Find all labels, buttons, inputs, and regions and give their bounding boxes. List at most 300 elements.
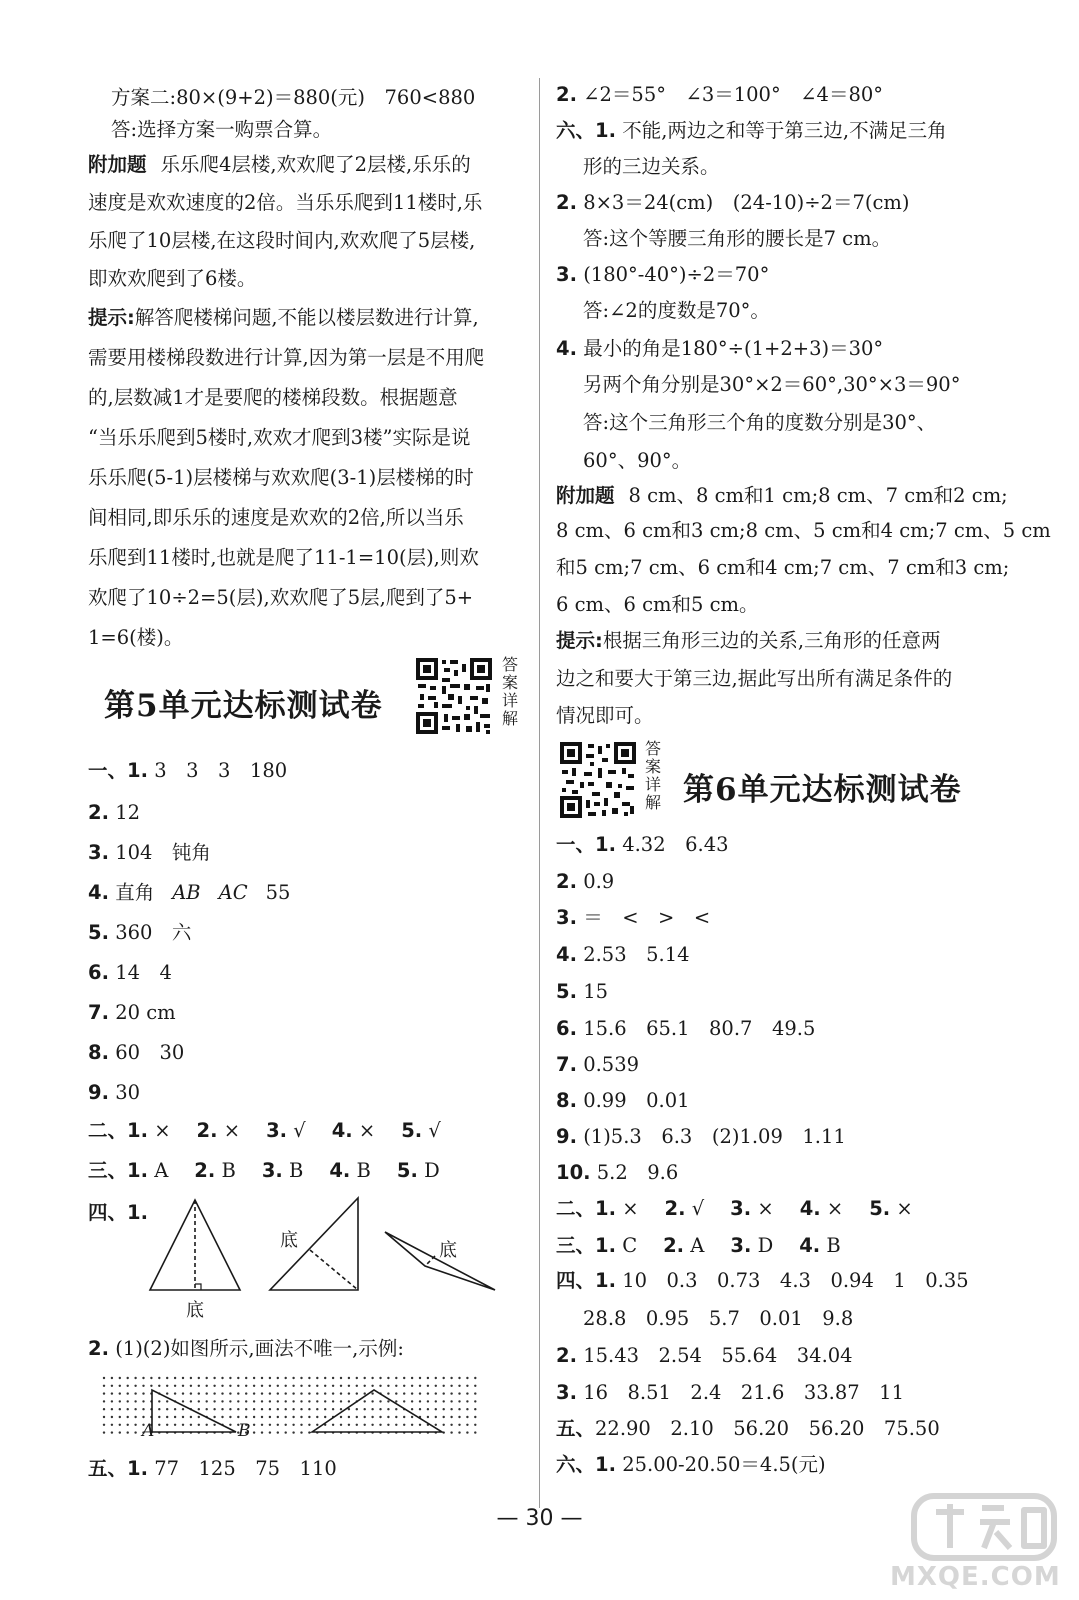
grid-dot xyxy=(229,1392,231,1394)
grid-dot xyxy=(245,1377,247,1379)
base-label-2: 底 xyxy=(280,1230,298,1251)
r-part6-q4-d: 60°、90°。 xyxy=(583,449,692,472)
grid-dot xyxy=(237,1377,239,1379)
u6-q1-10: 10. 5.2 9.6 xyxy=(556,1161,679,1184)
grid-dot xyxy=(443,1385,445,1387)
base-label-1: 底 xyxy=(186,1300,204,1321)
u5-q1-9: 9. 30 xyxy=(88,1081,141,1104)
r-bonus-line-2: 8 cm、6 cm和3 cm;8 cm、5 cm和4 cm;7 cm、5 cm xyxy=(556,519,1051,542)
grid-dot xyxy=(253,1416,255,1418)
grid-dot xyxy=(403,1400,405,1402)
grid-dot xyxy=(134,1416,136,1418)
grid-dot xyxy=(119,1385,121,1387)
grid-dot xyxy=(245,1392,247,1394)
page-number: — 30 — xyxy=(496,1506,583,1531)
u6-q1-5: 5. 15 xyxy=(556,980,609,1003)
grid-dot xyxy=(237,1392,239,1394)
grid-dot xyxy=(134,1385,136,1387)
grid-dot xyxy=(103,1385,105,1387)
grid-dot xyxy=(364,1385,366,1387)
grid-dot xyxy=(324,1408,326,1410)
grid-dot xyxy=(458,1400,460,1402)
u5-q1-1: 一、1. 3 3 3 180 xyxy=(88,759,288,782)
grid-dot xyxy=(466,1385,468,1387)
grid-dot xyxy=(269,1416,271,1418)
u6-part6-q1: 六、1. 25.00-20.50＝4.5(元) xyxy=(556,1453,826,1476)
grid-dot xyxy=(206,1408,208,1410)
hint-line-1: 提示:解答爬楼梯问题,不能以楼层数进行计算, xyxy=(88,306,479,329)
grid-dot xyxy=(253,1377,255,1379)
grid-dot xyxy=(158,1408,160,1410)
grid-dot xyxy=(450,1385,452,1387)
grid-dot xyxy=(387,1408,389,1410)
grid-dot xyxy=(371,1385,373,1387)
grid-dot xyxy=(340,1385,342,1387)
grid-dot xyxy=(229,1385,231,1387)
grid-dot xyxy=(435,1377,437,1379)
grid-dot xyxy=(387,1416,389,1418)
grid-dot xyxy=(261,1416,263,1418)
grid-dot xyxy=(277,1385,279,1387)
grid-dot xyxy=(356,1416,358,1418)
grid-dot xyxy=(308,1400,310,1402)
dot-grid-figure xyxy=(102,1376,482,1436)
u5-part2-judgement: 二、1. × 2. × 3. √ 4. × 5. √ xyxy=(88,1119,441,1142)
grid-dot xyxy=(142,1408,144,1410)
grid-dot xyxy=(308,1377,310,1379)
grid-dot xyxy=(190,1424,192,1426)
grid-dot xyxy=(245,1400,247,1402)
hint-line-2: 需要用楼梯段数进行计算,因为第一层是不用爬 xyxy=(88,346,485,369)
grid-dot xyxy=(443,1377,445,1379)
grid-dot xyxy=(261,1431,263,1433)
grid-dot xyxy=(111,1377,113,1379)
grid-dot xyxy=(150,1385,152,1387)
grid-dot xyxy=(348,1377,350,1379)
grid-dot xyxy=(213,1400,215,1402)
grid-dot xyxy=(300,1385,302,1387)
grid-dot xyxy=(371,1416,373,1418)
grid-dot xyxy=(206,1400,208,1402)
hint-line-7: 乐爬到11楼时,也就是爬了11-1=10(层),则欢 xyxy=(88,546,479,569)
grid-dot xyxy=(379,1385,381,1387)
grid-dot xyxy=(435,1416,437,1418)
grid-dot xyxy=(458,1385,460,1387)
r-angle-line: 2. ∠2＝55° ∠3＝100° ∠4＝80° xyxy=(556,83,884,106)
grid-dot xyxy=(395,1392,397,1394)
grid-dot xyxy=(190,1400,192,1402)
grid-dot xyxy=(134,1424,136,1426)
grid-dot xyxy=(127,1377,129,1379)
grid-dot xyxy=(285,1416,287,1418)
grid-dot xyxy=(450,1408,452,1410)
grid-dot xyxy=(285,1392,287,1394)
grid-dot xyxy=(387,1385,389,1387)
unit5-qr-code[interactable] xyxy=(414,656,494,736)
r-bonus-line-1: 附加题 8 cm、8 cm和1 cm;8 cm、7 cm和2 cm; xyxy=(556,484,1008,507)
grid-dot xyxy=(324,1377,326,1379)
r-hint-tag: 提示: xyxy=(556,629,603,652)
grid-dot xyxy=(103,1377,105,1379)
plan-two-line: 方案二:80×(9+2)＝880(元) 760<880 xyxy=(111,86,476,109)
grid-dot xyxy=(332,1392,334,1394)
grid-dot xyxy=(308,1408,310,1410)
grid-dot xyxy=(411,1416,413,1418)
grid-dot xyxy=(300,1424,302,1426)
grid-dot xyxy=(150,1377,152,1379)
bonus-line-3: 乐爬了10层楼,在这段时间内,欢欢爬了5层楼, xyxy=(88,229,476,252)
grid-dot xyxy=(340,1400,342,1402)
grid-dot xyxy=(371,1392,373,1394)
grid-dot xyxy=(316,1424,318,1426)
grid-dot xyxy=(458,1424,460,1426)
grid-dot xyxy=(253,1400,255,1402)
grid-dot xyxy=(371,1424,373,1426)
grid-dot xyxy=(261,1408,263,1410)
r-part6-q4-b: 另两个角分别是30°×2＝60°,30°×3＝90° xyxy=(583,373,961,396)
grid-dot xyxy=(174,1408,176,1410)
grid-point-a: A xyxy=(142,1421,155,1441)
grid-dot xyxy=(174,1385,176,1387)
grid-dot xyxy=(277,1392,279,1394)
grid-dot xyxy=(221,1385,223,1387)
grid-dot xyxy=(332,1377,334,1379)
grid-dot xyxy=(261,1400,263,1402)
grid-dot xyxy=(198,1400,200,1402)
grid-dot xyxy=(166,1392,168,1394)
hint-line-5: 乐乐爬(5-1)层楼梯与欢欢爬(3-1)层楼梯的时 xyxy=(88,466,474,489)
grid-dot xyxy=(356,1408,358,1410)
grid-dot xyxy=(395,1416,397,1418)
grid-dot xyxy=(458,1392,460,1394)
grid-dot xyxy=(285,1408,287,1410)
grid-dot xyxy=(166,1385,168,1387)
grid-dot xyxy=(198,1424,200,1426)
grid-dot xyxy=(332,1408,334,1410)
grid-dot xyxy=(395,1408,397,1410)
grid-dot xyxy=(371,1377,373,1379)
grid-dot xyxy=(316,1392,318,1394)
grid-dot xyxy=(403,1385,405,1387)
grid-dot xyxy=(419,1408,421,1410)
grid-dot xyxy=(127,1385,129,1387)
bonus-line-2: 速度是欢欢速度的2倍。当乐乐爬到11楼时,乐 xyxy=(88,191,483,214)
grid-dot xyxy=(127,1400,129,1402)
grid-dot xyxy=(379,1377,381,1379)
grid-dot xyxy=(111,1416,113,1418)
grid-dot xyxy=(111,1392,113,1394)
r-part6-q3: 3. (180°-40°)÷2＝70° xyxy=(556,263,770,286)
grid-dot xyxy=(119,1431,121,1433)
grid-dot xyxy=(253,1431,255,1433)
grid-dot xyxy=(253,1424,255,1426)
r-bonus-tag: 附加题 xyxy=(556,484,615,507)
grid-dot xyxy=(324,1416,326,1418)
grid-dot xyxy=(158,1424,160,1426)
u6-part4-q3: 3. 16 8.51 2.4 21.6 33.87 11 xyxy=(556,1381,904,1404)
grid-dot xyxy=(356,1377,358,1379)
grid-dot xyxy=(348,1385,350,1387)
u6-q1-3: 3. ＝ < > < xyxy=(556,906,711,929)
grid-dot xyxy=(292,1392,294,1394)
grid-dot xyxy=(261,1385,263,1387)
hint-line-4: “当乐乐爬到5楼时,欢欢才爬到3楼”实际是说 xyxy=(88,426,471,449)
grid-dot xyxy=(206,1377,208,1379)
grid-dot xyxy=(253,1385,255,1387)
grid-dot xyxy=(395,1385,397,1387)
grid-dot xyxy=(300,1392,302,1394)
grid-dot xyxy=(474,1377,476,1379)
grid-dot xyxy=(292,1416,294,1418)
grid-dot xyxy=(182,1385,184,1387)
grid-dot xyxy=(285,1377,287,1379)
grid-dot xyxy=(237,1408,239,1410)
grid-dot xyxy=(277,1377,279,1379)
grid-dot xyxy=(427,1385,429,1387)
grid-dot xyxy=(466,1431,468,1433)
grid-dot xyxy=(300,1400,302,1402)
grid-dot xyxy=(237,1385,239,1387)
grid-dot xyxy=(182,1392,184,1394)
base-label-3: 底 xyxy=(439,1240,457,1261)
grid-dot xyxy=(435,1392,437,1394)
grid-dot xyxy=(364,1392,366,1394)
r-part6-q1: 六、1. 不能,两边之和等于第三边,不满足三角 xyxy=(556,119,947,142)
grid-dot xyxy=(111,1400,113,1402)
grid-dot xyxy=(403,1392,405,1394)
r-part6-q4-c: 答:这个三角形三个角的度数分别是30°、 xyxy=(583,411,937,434)
grid-dot xyxy=(103,1392,105,1394)
grid-dot xyxy=(119,1400,121,1402)
grid-dot xyxy=(285,1424,287,1426)
grid-dot xyxy=(119,1416,121,1418)
u6-q1-1: 一、1. 4.32 6.43 xyxy=(556,833,729,856)
grid-dot xyxy=(427,1408,429,1410)
grid-dot xyxy=(158,1400,160,1402)
grid-dot xyxy=(269,1431,271,1433)
r-part6-q2-ans: 答:这个等腰三角形的腰长是7 cm。 xyxy=(583,227,892,250)
grid-dot xyxy=(134,1408,136,1410)
grid-dot xyxy=(119,1424,121,1426)
grid-dot xyxy=(198,1392,200,1394)
grid-dot xyxy=(427,1416,429,1418)
grid-dot xyxy=(206,1392,208,1394)
grid-dot xyxy=(458,1377,460,1379)
grid-dot xyxy=(443,1392,445,1394)
grid-dot xyxy=(285,1431,287,1433)
u6-q1-9: 9. (1)5.3 6.3 (2)1.09 1.11 xyxy=(556,1125,846,1148)
obtuse-triangle-on-grid xyxy=(312,1390,442,1432)
grid-dot xyxy=(198,1408,200,1410)
grid-dot xyxy=(174,1424,176,1426)
unit5-qr-label: 答案详解 xyxy=(501,655,518,728)
grid-dot xyxy=(261,1377,263,1379)
grid-dot xyxy=(308,1424,310,1426)
grid-dot xyxy=(466,1408,468,1410)
grid-dot xyxy=(458,1431,460,1433)
grid-dot xyxy=(332,1400,334,1402)
u6-q1-6: 6. 15.6 65.1 80.7 49.5 xyxy=(556,1017,816,1040)
grid-dot xyxy=(371,1400,373,1402)
u6-part5: 五、22.90 2.10 56.20 56.20 75.50 xyxy=(556,1417,940,1440)
grid-dot xyxy=(166,1424,168,1426)
right-triangle-on-grid xyxy=(152,1390,236,1432)
u6-part4-q1: 四、1. 10 0.3 0.73 4.3 0.94 1 0.35 xyxy=(556,1269,969,1292)
grid-dot xyxy=(221,1377,223,1379)
grid-dot xyxy=(395,1424,397,1426)
grid-dot xyxy=(411,1392,413,1394)
grid-dot xyxy=(419,1392,421,1394)
bonus-line-1: 附加题 乐乐爬4层楼,欢欢爬了2层楼,乐乐的 xyxy=(88,153,471,176)
grid-dot xyxy=(206,1385,208,1387)
u6-q1-7: 7. 0.539 xyxy=(556,1053,640,1076)
grid-dot xyxy=(450,1392,452,1394)
r-hint-line-3: 情况即可。 xyxy=(556,704,654,727)
grid-dot xyxy=(300,1408,302,1410)
grid-dot xyxy=(166,1377,168,1379)
grid-dot xyxy=(411,1408,413,1410)
u6-part4-q2: 2. 15.43 2.54 55.64 34.04 xyxy=(556,1344,853,1367)
grid-dot xyxy=(111,1431,113,1433)
grid-dot xyxy=(332,1385,334,1387)
unit6-qr-code[interactable] xyxy=(558,740,638,820)
r-bonus-line-3: 和5 cm;7 cm、6 cm和4 cm;7 cm、7 cm和3 cm; xyxy=(556,556,1010,579)
grid-dot xyxy=(466,1392,468,1394)
grid-dot xyxy=(174,1416,176,1418)
grid-dot xyxy=(316,1408,318,1410)
grid-dot xyxy=(379,1424,381,1426)
grid-dot xyxy=(142,1385,144,1387)
r-part6-q2: 2. 8×3＝24(cm) (24-10)÷2＝7(cm) xyxy=(556,191,910,214)
grid-dot xyxy=(111,1408,113,1410)
hint-line-9: 1=6(楼)。 xyxy=(88,626,184,649)
grid-dot xyxy=(213,1416,215,1418)
u6-q1-8: 8. 0.99 0.01 xyxy=(556,1089,690,1112)
grid-dot xyxy=(103,1431,105,1433)
grid-dot xyxy=(292,1408,294,1410)
grid-dot xyxy=(261,1424,263,1426)
grid-dot xyxy=(198,1377,200,1379)
grid-dot xyxy=(403,1424,405,1426)
grid-dot xyxy=(458,1408,460,1410)
grid-dot xyxy=(474,1431,476,1433)
grid-dot xyxy=(427,1377,429,1379)
grid-dot xyxy=(443,1424,445,1426)
grid-dot xyxy=(190,1377,192,1379)
grid-dot xyxy=(364,1416,366,1418)
grid-dot xyxy=(119,1377,121,1379)
u5-part4-label: 四、1. xyxy=(88,1201,148,1224)
grid-dot xyxy=(285,1400,287,1402)
grid-dot xyxy=(213,1377,215,1379)
grid-dot xyxy=(348,1400,350,1402)
grid-dot xyxy=(435,1424,437,1426)
grid-dot xyxy=(300,1377,302,1379)
grid-dot xyxy=(213,1385,215,1387)
grid-dot xyxy=(474,1400,476,1402)
watermark-text: MXQE.COM xyxy=(890,1562,1061,1592)
grid-dot xyxy=(174,1377,176,1379)
grid-dot xyxy=(340,1416,342,1418)
grid-dot xyxy=(103,1400,105,1402)
grid-dot xyxy=(237,1400,239,1402)
grid-dot xyxy=(119,1392,121,1394)
grid-dot xyxy=(261,1392,263,1394)
unit6-title: 第6单元达标测试卷 xyxy=(683,772,962,808)
grid-dot xyxy=(450,1424,452,1426)
grid-dot xyxy=(292,1431,294,1433)
grid-dot xyxy=(142,1392,144,1394)
grid-dot xyxy=(285,1385,287,1387)
grid-dot xyxy=(411,1424,413,1426)
grid-dot xyxy=(229,1400,231,1402)
grid-dot xyxy=(111,1424,113,1426)
grid-dot xyxy=(324,1400,326,1402)
u6-part2-judgement: 二、1. × 2. √ 3. × 4. × 5. × xyxy=(556,1197,913,1220)
grid-dot xyxy=(221,1416,223,1418)
unit5-title: 第5单元达标测试卷 xyxy=(104,688,383,724)
u5-q1-6: 6. 14 4 xyxy=(88,961,172,984)
grid-dot xyxy=(174,1392,176,1394)
grid-dot xyxy=(316,1416,318,1418)
grid-dot xyxy=(387,1400,389,1402)
u5-part5-q1: 五、1. 77 125 75 110 xyxy=(88,1457,337,1480)
grid-dot xyxy=(403,1377,405,1379)
grid-dot xyxy=(348,1424,350,1426)
grid-dot xyxy=(182,1424,184,1426)
grid-dot xyxy=(221,1408,223,1410)
grid-dot xyxy=(166,1416,168,1418)
u5-q1-8: 8. 60 30 xyxy=(88,1041,185,1064)
grid-dot xyxy=(182,1416,184,1418)
grid-dot xyxy=(213,1408,215,1410)
grid-dot xyxy=(364,1400,366,1402)
grid-dot xyxy=(198,1385,200,1387)
grid-dot xyxy=(474,1424,476,1426)
grid-dot xyxy=(103,1416,105,1418)
grid-dot xyxy=(427,1392,429,1394)
grid-dot xyxy=(292,1400,294,1402)
u5-q1-5: 5. 360 六 xyxy=(88,921,192,944)
grid-dot xyxy=(324,1392,326,1394)
grid-dot xyxy=(245,1408,247,1410)
grid-dot xyxy=(269,1392,271,1394)
grid-dot xyxy=(182,1408,184,1410)
r-part6-q4: 4. 最小的角是180°÷(1+2+3)＝30° xyxy=(556,337,884,360)
grid-dot xyxy=(277,1431,279,1433)
grid-dot xyxy=(379,1400,381,1402)
grid-dot xyxy=(158,1416,160,1418)
grid-dot xyxy=(277,1400,279,1402)
grid-dot xyxy=(466,1377,468,1379)
column-divider xyxy=(539,78,540,1508)
grid-point-b: B xyxy=(238,1421,251,1441)
grid-dot xyxy=(466,1424,468,1426)
grid-dot xyxy=(450,1416,452,1418)
grid-dot xyxy=(134,1377,136,1379)
u6-part4-q1-cont: 28.8 0.95 5.7 0.01 9.8 xyxy=(583,1307,854,1330)
u5-q1-3: 3. 104 钝角 xyxy=(88,841,211,864)
grid-dot xyxy=(458,1416,460,1418)
grid-dot xyxy=(395,1400,397,1402)
grid-dot xyxy=(134,1431,136,1433)
grid-dot xyxy=(348,1392,350,1394)
grid-dot xyxy=(340,1408,342,1410)
grid-dot xyxy=(332,1424,334,1426)
grid-dot xyxy=(158,1377,160,1379)
grid-dot xyxy=(127,1416,129,1418)
grid-dot xyxy=(142,1377,144,1379)
